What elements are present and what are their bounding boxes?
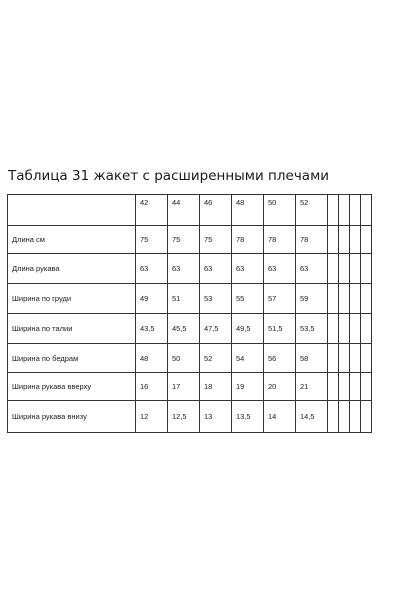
- empty-cell: [361, 284, 372, 314]
- value-cell: 63: [232, 254, 264, 284]
- value-cell: 78: [232, 226, 264, 254]
- empty-cell: [361, 373, 372, 401]
- value-cell: 54: [232, 344, 264, 373]
- empty-cell: [361, 254, 372, 284]
- value-cell: 53: [200, 284, 232, 314]
- empty-cell: [328, 254, 339, 284]
- size-header-cell: 44: [168, 195, 200, 226]
- table-row: [8, 344, 372, 373]
- size-header-cell: 48: [232, 195, 264, 226]
- value-cell: 14,5: [296, 401, 328, 433]
- empty-cell: [361, 401, 372, 433]
- empty-cell: [339, 254, 350, 284]
- size-chart-table: [7, 194, 372, 433]
- row-label-cell: Ширина рукава вверху: [8, 373, 136, 401]
- value-cell: 63: [296, 254, 328, 284]
- value-cell: 21: [296, 373, 328, 401]
- value-cell: 63: [264, 254, 296, 284]
- table-row: [8, 373, 372, 401]
- value-cell: 63: [136, 254, 168, 284]
- value-cell: 75: [136, 226, 168, 254]
- value-cell: 12: [136, 401, 168, 433]
- value-cell: 43,5: [136, 314, 168, 344]
- value-cell: 18: [200, 373, 232, 401]
- value-cell: 49: [136, 284, 168, 314]
- empty-cell: [361, 195, 372, 226]
- value-cell: 59: [296, 284, 328, 314]
- empty-cell: [328, 344, 339, 373]
- header-label-cell: [8, 195, 136, 226]
- value-cell: 58: [296, 344, 328, 373]
- empty-cell: [339, 284, 350, 314]
- value-cell: 53,5: [296, 314, 328, 344]
- table-row: [8, 401, 372, 433]
- value-cell: 51: [168, 284, 200, 314]
- empty-cell: [350, 284, 361, 314]
- value-cell: 49,5: [232, 314, 264, 344]
- value-cell: 78: [296, 226, 328, 254]
- value-cell: 55: [232, 284, 264, 314]
- value-cell: 13: [200, 401, 232, 433]
- empty-cell: [361, 314, 372, 344]
- document-title: Таблица 31 жакет с расширенными плечами: [8, 168, 330, 184]
- empty-cell: [328, 401, 339, 433]
- value-cell: 16: [136, 373, 168, 401]
- value-cell: 78: [264, 226, 296, 254]
- size-header-cell: 52: [296, 195, 328, 226]
- empty-cell: [361, 226, 372, 254]
- value-cell: 75: [168, 226, 200, 254]
- empty-cell: [350, 254, 361, 284]
- value-cell: 56: [264, 344, 296, 373]
- empty-cell: [328, 373, 339, 401]
- size-header-cell: 50: [264, 195, 296, 226]
- empty-cell: [328, 314, 339, 344]
- empty-cell: [350, 401, 361, 433]
- empty-cell: [350, 373, 361, 401]
- value-cell: 13,5: [232, 401, 264, 433]
- size-header-cell: 42: [136, 195, 168, 226]
- value-cell: 75: [200, 226, 232, 254]
- table-row: [8, 254, 372, 284]
- empty-cell: [339, 401, 350, 433]
- empty-cell: [339, 314, 350, 344]
- empty-cell: [328, 284, 339, 314]
- value-cell: 50: [168, 344, 200, 373]
- value-cell: 17: [168, 373, 200, 401]
- empty-cell: [350, 195, 361, 226]
- empty-cell: [339, 344, 350, 373]
- value-cell: 20: [264, 373, 296, 401]
- empty-cell: [339, 226, 350, 254]
- row-label-cell: Ширина по груди: [8, 284, 136, 314]
- value-cell: 48: [136, 344, 168, 373]
- table-header-row: [8, 195, 372, 226]
- empty-cell: [339, 195, 350, 226]
- value-cell: 63: [168, 254, 200, 284]
- empty-cell: [350, 344, 361, 373]
- table-row: [8, 284, 372, 314]
- size-header-cell: 46: [200, 195, 232, 226]
- value-cell: 47,5: [200, 314, 232, 344]
- table-row: [8, 314, 372, 344]
- empty-cell: [339, 373, 350, 401]
- value-cell: 57: [264, 284, 296, 314]
- value-cell: 19: [232, 373, 264, 401]
- value-cell: 63: [200, 254, 232, 284]
- row-label-cell: Ширина по талии: [8, 314, 136, 344]
- value-cell: 12,5: [168, 401, 200, 433]
- row-label-cell: Длина см: [8, 226, 136, 254]
- value-cell: 14: [264, 401, 296, 433]
- value-cell: 52: [200, 344, 232, 373]
- empty-cell: [361, 344, 372, 373]
- empty-cell: [328, 226, 339, 254]
- value-cell: 51,5: [264, 314, 296, 344]
- empty-cell: [350, 314, 361, 344]
- empty-cell: [328, 195, 339, 226]
- row-label-cell: Ширина рукава внизу: [8, 401, 136, 433]
- row-label-cell: Ширина по бедрам: [8, 344, 136, 373]
- row-label-cell: Длина рукава: [8, 254, 136, 284]
- value-cell: 45,5: [168, 314, 200, 344]
- table-row: [8, 226, 372, 254]
- empty-cell: [350, 226, 361, 254]
